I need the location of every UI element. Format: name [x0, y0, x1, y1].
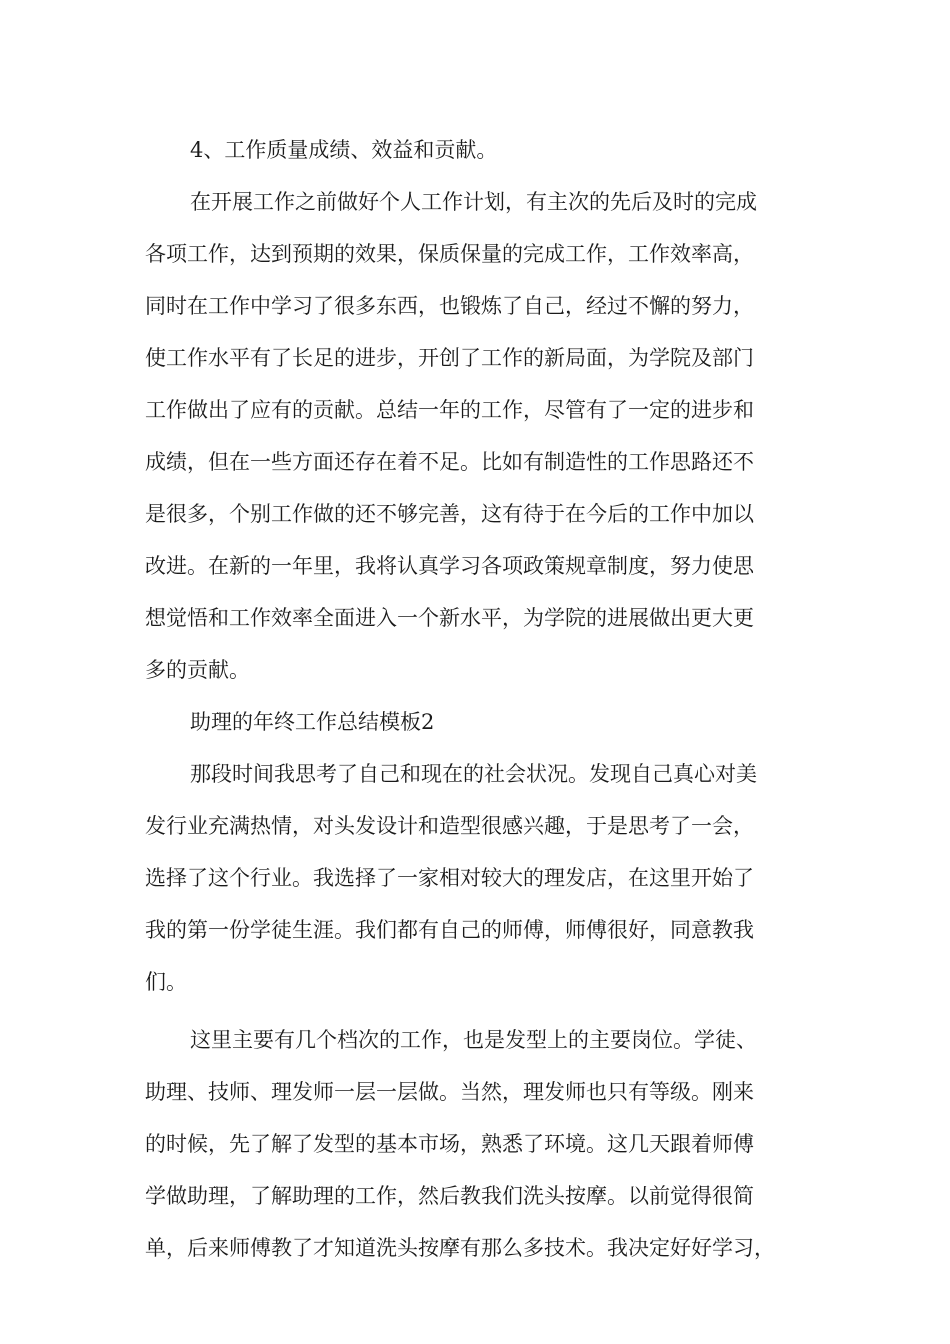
paragraph-line: 们。	[145, 970, 187, 994]
paragraph-line: 的时候，先了解了发型的基本市场，熟悉了环境。这几天跟着师傅	[145, 1132, 754, 1156]
paragraph-line: 在开展工作之前做好个人工作计划，有主次的先后及时的完成	[190, 190, 757, 214]
heading-item-4: 4、工作质量成绩、效益和贡献。	[190, 138, 498, 162]
paragraph-line: 我的第一份学徒生涯。我们都有自己的师傅，师傅很好，同意教我	[145, 918, 754, 942]
paragraph-line: 单，后来师傅教了才知道洗头按摩有那么多技术。我决定好好学习，	[145, 1236, 775, 1260]
paragraph-2	[145, 748, 825, 1008]
paragraph-line: 发行业充满热情，对头发设计和造型很感兴趣，于是思考了一会，	[145, 814, 754, 838]
section-title: 助理的年终工作总结模板2	[190, 710, 435, 734]
paragraph-line: 工作做出了应有的贡献。总结一年的工作，尽管有了一定的进步和	[145, 398, 754, 422]
paragraph-line: 是很多，个别工作做的还不够完善，这有待于在今后的工作中加以	[145, 502, 754, 526]
paragraph-line: 成绩，但在一些方面还存在着不足。比如有制造性的工作思路还不	[145, 450, 754, 474]
paragraph-line: 多的贡献。	[145, 658, 250, 682]
paragraph-line: 各项工作，达到预期的效果，保质保量的完成工作，工作效率高，	[145, 242, 754, 266]
paragraph-line: 改进。在新的一年里，我将认真学习各项政策规章制度，努力使思	[145, 554, 754, 578]
paragraph-3	[145, 1014, 825, 1274]
document-body	[145, 124, 825, 1274]
paragraph-line: 同时在工作中学习了很多东西，也锻炼了自己，经过不懈的努力，	[145, 294, 754, 318]
paragraph-line: 学做助理，了解助理的工作，然后教我们洗头按摩。以前觉得很简	[145, 1184, 754, 1208]
paragraph-line: 选择了这个行业。我选择了一家相对较大的理发店，在这里开始了	[145, 866, 754, 890]
paragraph-line: 使工作水平有了长足的进步，开创了工作的新局面，为学院及部门	[145, 346, 754, 370]
paragraph-line: 助理、技师、理发师一层一层做。当然，理发师也只有等级。刚来	[145, 1080, 754, 1104]
paragraph-1	[145, 176, 825, 696]
paragraph-line: 想觉悟和工作效率全面进入一个新水平，为学院的进展做出更大更	[145, 606, 754, 630]
paragraph-line: 这里主要有几个档次的工作，也是发型上的主要岗位。学徒、	[190, 1028, 757, 1052]
paragraph-line: 那段时间我思考了自己和现在的社会状况。发现自己真心对美	[190, 762, 757, 786]
